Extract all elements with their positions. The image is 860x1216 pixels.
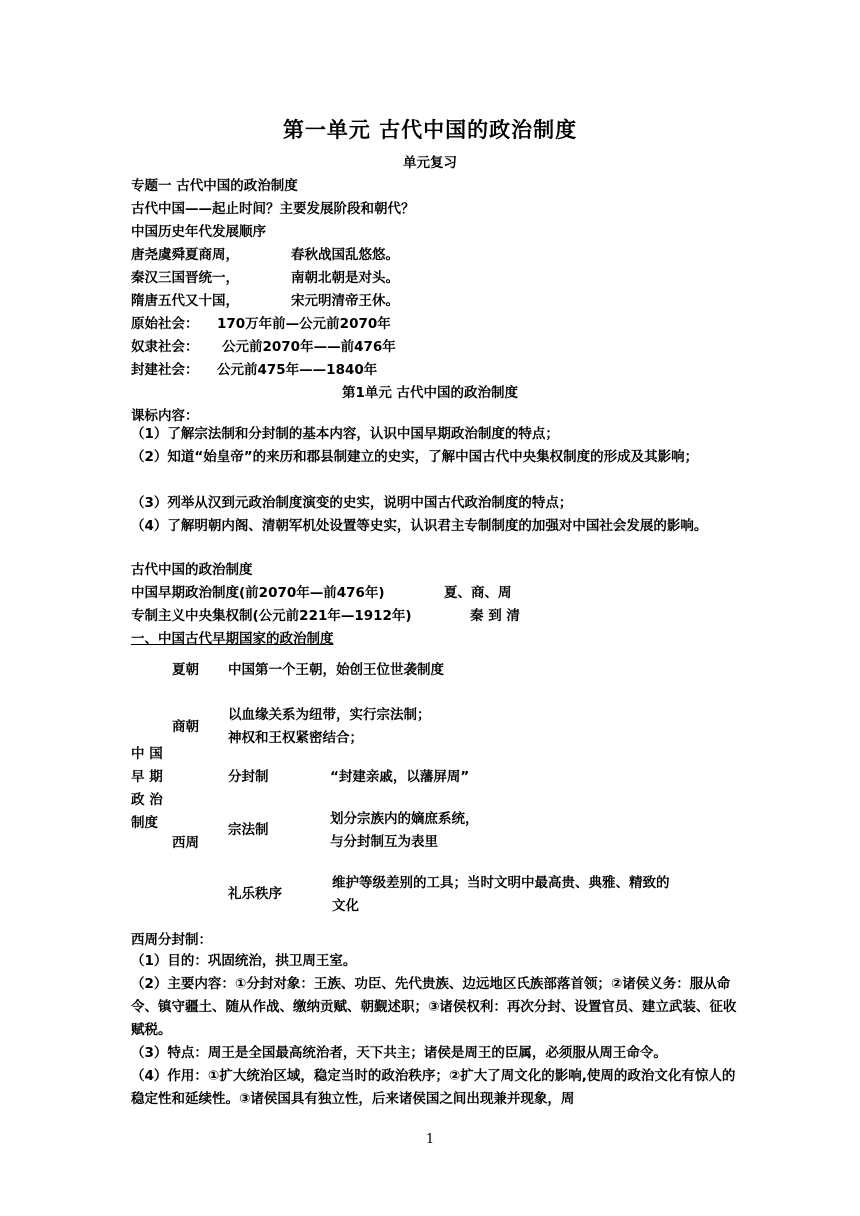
zongfa-system: 宗法制 [228,822,269,838]
rhyme-line-a: 隋唐五代又十国， [131,293,239,309]
fenfeng-content: （2）主要内容：①分封对象：王族、功臣、先代贵族、边远地区氏族部落首领；②诸侯义务：服从命令、镇守疆土、随从作战、缴纳贡赋、朝觐述职；③诸侯权利：再次分封、设置官员、建立武装、征收赋税。 [131,976,737,1038]
fenfeng-feature: （3）特点：周王是全国最高统治者，天下共主；诸侯是周王的臣属，必须服从周王命令。 [131,1045,667,1061]
liyue-system: 礼乐秩序 [228,886,282,902]
document-subtitle: 单元复习 [403,155,457,171]
western-zhou-dynasty: 西周 [172,835,199,851]
rhyme-line-a: 秦汉三国晋统一， [131,270,239,286]
central-system-label: 专制主义中央集权制(公元前221年—1912年) [131,608,412,624]
fenfeng-effect: （4）作用：①扩大统治区域，稳定当时的政治秩序；②扩大了周文化的影响,使周的政治文化有惊人的稳定性和延续性。③诸侯国具有独立性，后来诸侯国之间出现兼并现象，周 [131,1068,736,1107]
curriculum-item: （2）知道“始皇帝”的来历和郡县制建立的史实，了解中国古代中央集权制度的形成及其影响； [131,449,699,465]
shang-description: 以血缘关系为纽带，实行宗法制； [228,707,431,723]
unit-heading: 第1单元 古代中国的政治制度 [341,385,519,401]
document-title: 第一单元 古代中国的政治制度 [282,118,578,142]
rhyme-line-a: 唐尧虞舜夏商周， [131,247,239,263]
period-label: 封建社会： [131,362,199,378]
period-value: 公元前475年——1840年 [217,362,378,378]
fenfeng-system: 分封制 [228,769,269,785]
fenfeng-purpose: （1）目的：巩固统治，拱卫周王室。 [131,953,357,969]
rhyme-line-b: 南朝北朝是对头。 [291,270,399,286]
history-heading: 中国历史年代发展顺序 [131,224,266,240]
fenfeng-heading: 西周分封制： [131,932,212,948]
page-number: 1 [425,1132,435,1147]
curriculum-heading: 课标内容： [131,408,199,424]
central-system-dynasties: 秦 到 清 [470,608,520,624]
period-value: 170万年前—公元前2070年 [217,316,391,332]
early-system-dynasties: 夏、商、周 [444,585,512,601]
zongfa-description: 划分宗族内的嫡庶系统， [330,811,479,827]
liyue-description: 文化 [332,898,359,914]
rhyme-line-b: 春秋战国乱悠悠。 [291,247,399,263]
period-label: 原始社会： [131,316,199,332]
curriculum-item: （4）了解明朝内阁、清朝军机处设置等史实，认识君主专制制度的加强对中国社会发展的影响。 [131,518,708,534]
section-heading: 一、中国古代早期国家的政治制度 [131,631,334,647]
fenfeng-description: “封建亲戚，以藩屏周” [330,769,470,785]
curriculum-item: （3）列举从汉到元政治制度演变的史实，说明中国古代政治制度的特点； [131,495,573,511]
shang-dynasty: 商朝 [172,719,199,735]
period-label: 奴隶社会： [131,339,199,355]
liyue-description: 维护等级差别的工具；当时文明中最高贵、典雅、精致的 [332,875,670,891]
zongfa-description: 与分封制互为表里 [330,834,438,850]
question-line: 古代中国——起止时间？主要发展阶段和朝代？ [131,201,415,217]
shang-description: 神权和王权紧密结合； [228,730,363,746]
group-label: 早 期 [131,769,163,785]
group-label: 政 治 [131,792,163,808]
xia-description: 中国第一个王朝，始创王位世袭制度 [228,662,444,678]
overview-heading: 古代中国的政治制度 [131,562,253,578]
group-label: 制度 [131,815,158,831]
early-system-label: 中国早期政治制度(前2070年—前476年) [131,585,385,601]
period-value: 公元前2070年——前476年 [222,339,396,355]
group-label: 中 国 [131,746,163,762]
curriculum-item: （1）了解宗法制和分封制的基本内容，认识中国早期政治制度的特点； [131,426,559,442]
rhyme-line-b: 宋元明清帝王休。 [291,293,399,309]
topic-line: 专题一 古代中国的政治制度 [131,178,298,194]
xia-dynasty: 夏朝 [172,662,199,678]
